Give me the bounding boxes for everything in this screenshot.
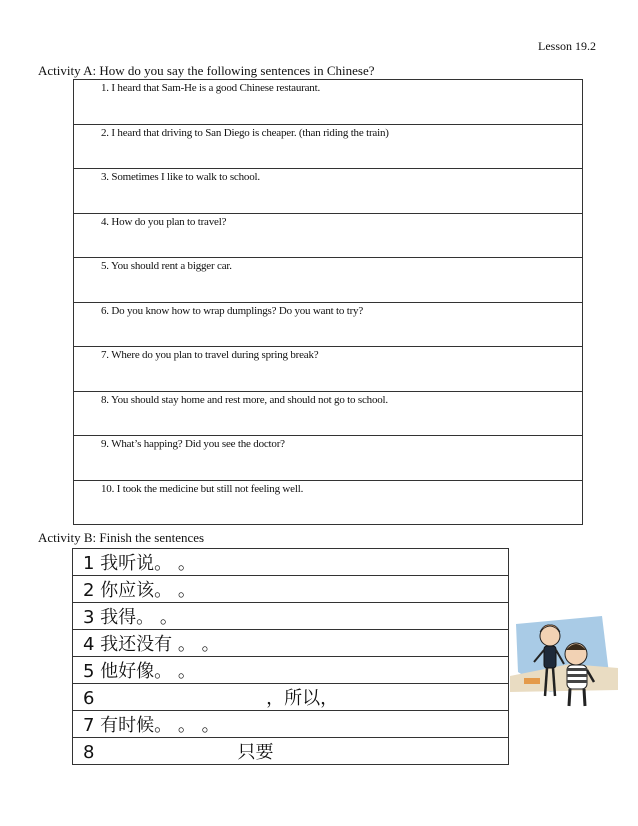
table-row [73,657,509,684]
activity-a-item-1: 1. I heard that Sam-He is a good Chinese restaurant. [74,80,583,125]
table-row [73,603,509,630]
table-row [73,630,509,657]
table-row [74,480,583,525]
table-row [74,124,583,169]
table-row [74,391,583,436]
activity-b-item-8: 8 只要 [73,738,509,765]
activity-b-title: Activity B: Finish the sentences [38,530,205,545]
beach-couple-illustration [510,612,618,714]
activity-b-item-7: 7 有时候。 。 。 [73,711,509,738]
lesson-label: Lesson 19.2 [538,39,596,53]
activity-b-item-4: 4 我还没有 。 。 [73,630,509,657]
table-row [74,436,583,481]
activity-b-table [72,548,509,765]
table-row [73,738,509,765]
activity-b-item-1: 1 我听说。 。 [73,549,509,576]
activity-b-item-3: 3 我得。 。 [73,603,509,630]
activity-a-item-4: 4. How do you plan to travel? [74,213,583,258]
table-row [74,80,583,125]
activity-a-item-5: 5. You should rent a bigger car. [74,258,583,303]
table-row [74,258,583,303]
table-row [73,684,509,711]
activity-a-item-7: 7. Where do you plan to travel during spring break? [74,347,583,392]
activity-a-item-8: 8. You should stay home and rest more, and should not go to school. [74,391,583,436]
table-row [74,169,583,214]
table-row [74,347,583,392]
activity-a-title: Activity A: How do you say the following sentences in Chinese? [38,63,375,78]
activity-b-item-6: 6 ，所以， [73,684,509,711]
table-row [74,302,583,347]
activity-a-item-2: 2. I heard that driving to San Diego is cheaper. (than riding the train) [74,124,583,169]
table-row [73,576,509,603]
activity-b-item-5: 5 他好像。 。 [73,657,509,684]
activity-a-item-9: 9. What’s happing? Did you see the doctor? [74,436,583,481]
activity-a-item-10: 10. I took the medicine but still not feeling well. [74,480,583,525]
table-row [73,711,509,738]
activity-b-item-2: 2 你应该。 。 [73,576,509,603]
table-row [73,549,509,576]
activity-a-item-6: 6. Do you know how to wrap dumplings? Do you want to try? [74,302,583,347]
activity-a-table [73,79,583,525]
activity-a-item-3: 3. Sometimes I like to walk to school. [74,169,583,214]
table-row [74,213,583,258]
